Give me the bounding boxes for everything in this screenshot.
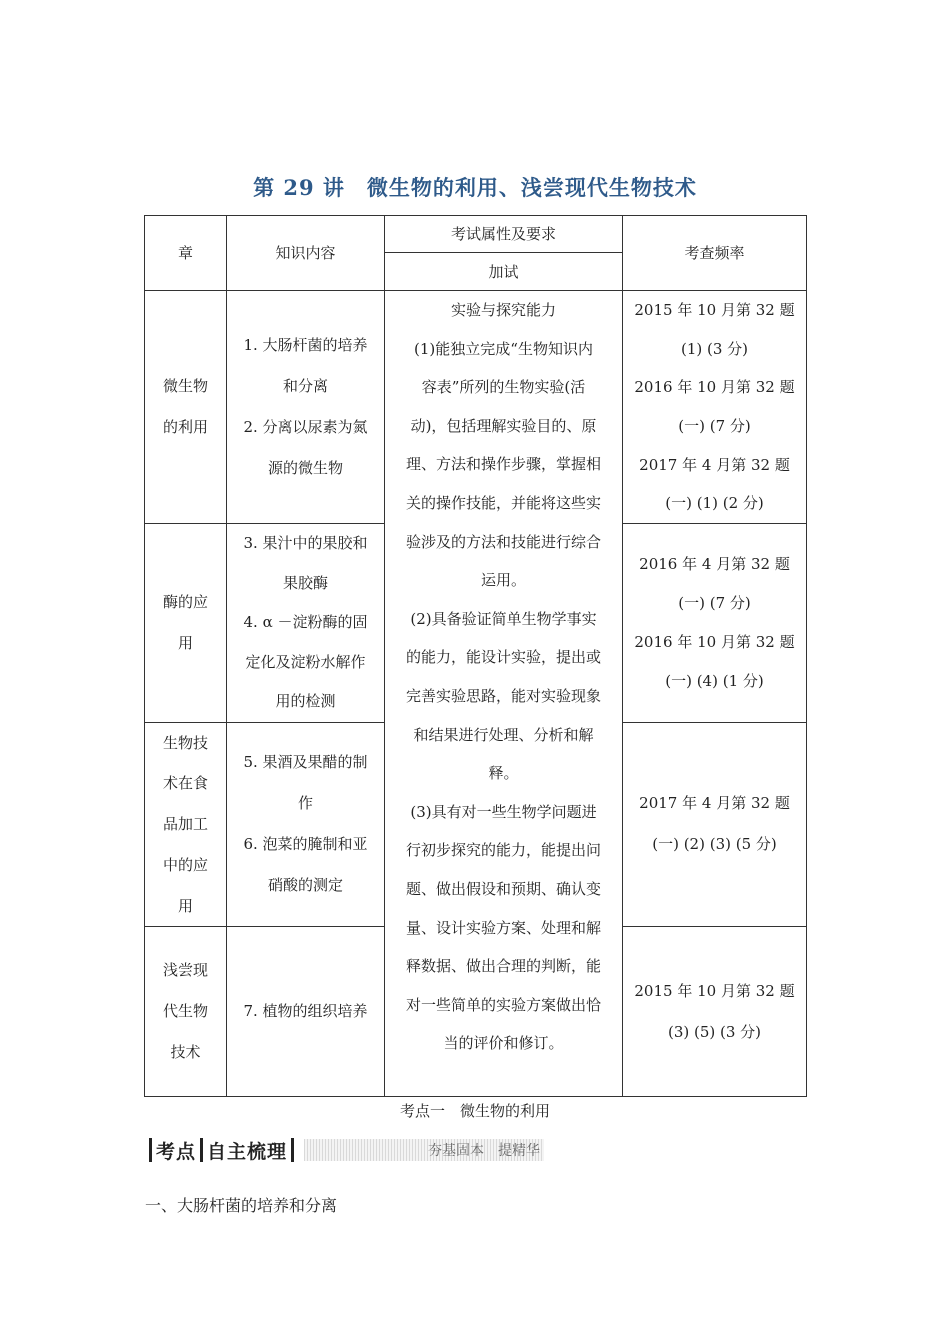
banner-strip-text: 夯基固本 提精华 [428,1143,541,1159]
row4-knowledge: 7. 植物的组织培养 [227,927,385,1097]
banner-title-part1: 考点 [156,1140,197,1163]
banner-strip [304,1139,544,1161]
banner-bar [200,1138,203,1162]
row2-knowledge: 3. 果汁中的果胶和 果胶酶 4. α －淀粉酶的固 定化及淀粉水解作 用的检测 [227,524,385,723]
table-caption: 考点一 微生物的利用 [399,1102,550,1120]
header-requirement-group: 考试属性及要求 [385,216,623,253]
header-chapter: 章 [145,216,227,291]
syllabus-table [144,215,807,1097]
row2-frequency: 2016 年 4 月第 32 题 (一) (7 分) 2016 年 10 月第 32 题 (一) (4) (1 分) [623,524,807,723]
banner-bar [149,1138,152,1162]
section-banner [145,1136,544,1164]
row4-chapter: 浅尝现 代生物 技术 [145,927,227,1097]
row3-frequency: 2017 年 4 月第 32 题 (一) (2) (3) (5 分) [623,722,807,927]
requirement-cell: 实验与探究能力 (1)能独立完成“生物知识内 容表”所列的生物实验(活 动)，包括理解实验目的、原 理、方法和操作步骤，掌握相 关的操作技能，并能将这些实 验涉及的方法和技能进行综合 运用。 (2)具备验证简单生物学事实 的能力，能设计实验，提出或 完善实验思路，能对实验现象 和结果进行处理、分析和解 释。 (3)具有对一些生物学问题进 行初步探究的能力，能提出问 题、做出假设和预期、确认变 量、设计实验方案、处理和解 释数据、做出合理的判断，能 对一些简单的实验方案做出恰 当的评价和修订。 [385,291,623,1097]
row3-knowledge: 5. 果酒及果醋的制 作 6. 泡菜的腌制和亚 硝酸的测定 [227,722,385,927]
row4-frequency: 2015 年 10 月第 32 题 (3) (5) (3 分) [623,927,807,1097]
row1-chapter: 微生物 的利用 [145,291,227,524]
banner-bar [291,1138,294,1162]
row1-frequency: 2015 年 10 月第 32 题 (1) (3 分) 2016 年 10 月第 32 题 (一) (7 分) 2017 年 4 月第 32 题 (一) (1) (2 分) [623,291,807,524]
banner-title-part2: 自主梳理 [207,1140,288,1163]
page-title: 第 29 讲 微生物的利用、浅尝现代生物技术 [253,175,697,200]
header-knowledge: 知识内容 [227,216,385,291]
section-heading: 一、大肠杆菌的培养和分离 [145,1196,338,1215]
row3-chapter: 生物技 术在食 品加工 中的应 用 [145,722,227,927]
row1-knowledge: 1. 大肠杆菌的培养 和分离 2. 分离以尿素为氮 源的微生物 [227,291,385,524]
header-requirement-sub: 加试 [385,253,623,291]
header-frequency: 考查频率 [623,216,807,291]
row2-chapter: 酶的应 用 [145,524,227,723]
